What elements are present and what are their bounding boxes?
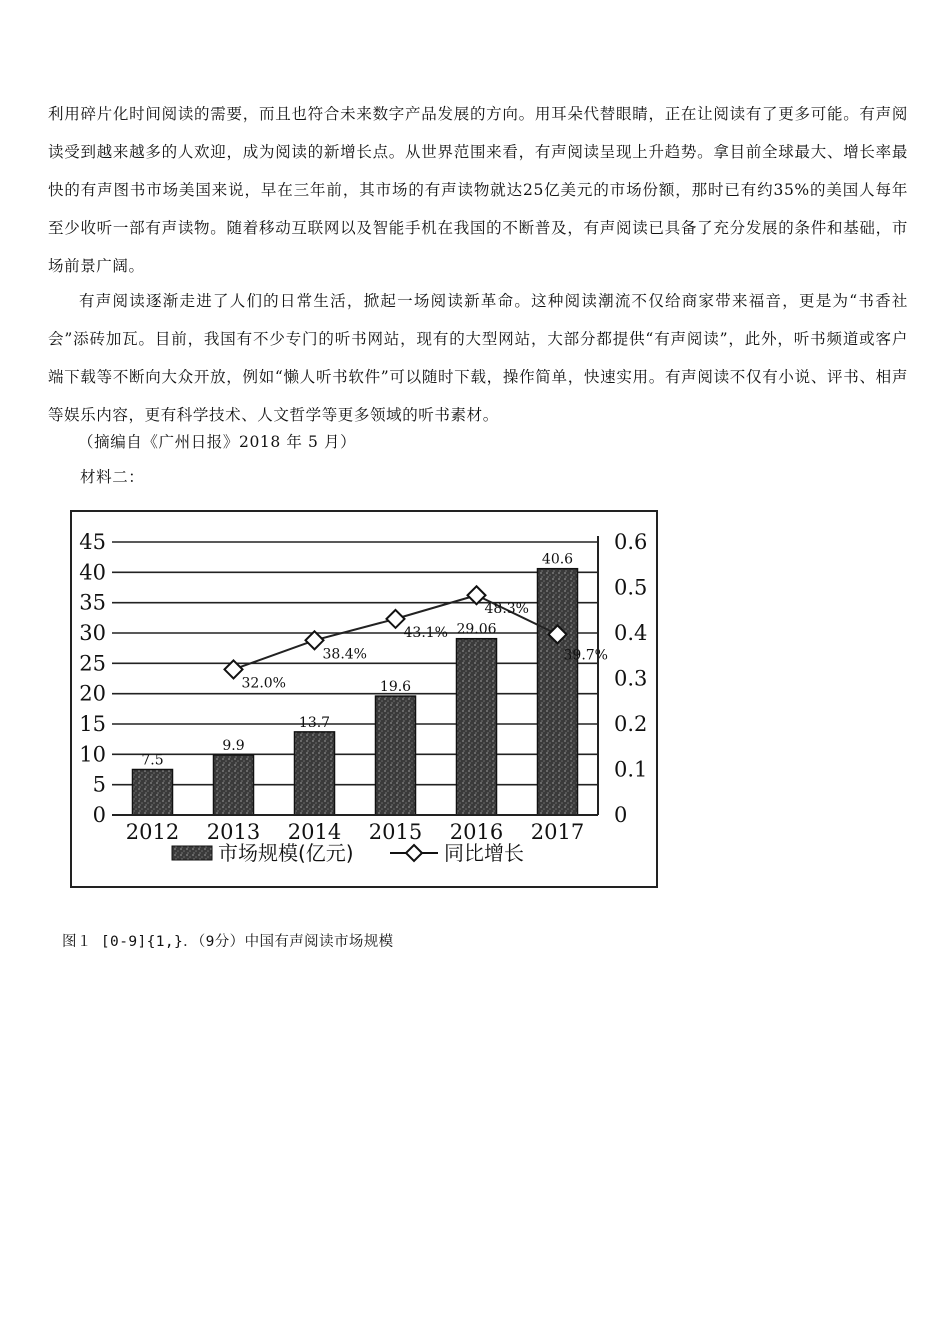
left-tick-label: 0 (92, 803, 106, 827)
growth-marker (306, 631, 324, 649)
bar-value-label: 7.5 (141, 752, 164, 769)
chart-svg (72, 512, 656, 886)
legend-bar-label: 市场规模(亿元) (218, 841, 354, 865)
figure-caption: 图１ [0-9]{1,}．（9分）中国有声阅读市场规模 (62, 934, 394, 950)
x-tick-label: 2016 (449, 820, 504, 844)
left-tick-label: 25 (79, 651, 106, 676)
left-tick-label: 15 (79, 712, 106, 736)
growth-value-label: 48.3% (484, 601, 529, 618)
right-tick-label: 0.2 (614, 712, 648, 736)
x-tick-label: 2017 (530, 820, 585, 844)
paragraph-2: 有声阅读逐渐走进了人们的日常生活，掀起一场阅读新革命。这种阅读潮流不仅给商家带来福音，更是为“书香社会”添砖加瓦。目前，我国有不少专门的听书网站，现有的大型网站，大部分都提供“有声阅读”，此外，听书频道或客户端下载等不断向大众开放，例如“懒人听书软件”可以随时下载，操作简单，快速实用。有声阅读不仅有小说、评书、相声等娱乐内容，更有科学技术、人文哲学等更多领域的听书素材。 (48, 292, 908, 424)
left-tick-label: 10 (79, 742, 106, 767)
x-tick-label: 2014 (287, 820, 342, 844)
bar (457, 639, 497, 815)
right-tick-label: 0.4 (614, 621, 648, 645)
right-tick-label: 0 (614, 803, 628, 827)
paragraph-1: 利用碎片化时间阅读的需要，而且也符合未来数字产品发展的方向。用耳朵代替眼睛，正在让阅读有了更多可能。有声阅读受到越来越多的人欢迎，成为阅读的新增长点。从世界范围来看，有声阅读呈现上升趋势。拿目前全球最大、增长率最快的有声图书市场美国来说，早在三年前，其市场的有声读物就达25亿美元的市场份额，那时已有约35%的美国人每年至少收听一部有声读物。随着移动互联网以及智能手机在我国的不断普及，有声阅读已具备了充分发展的条件和基础，市场前景广阔。 (48, 105, 908, 275)
growth-value-label: 38.4% (322, 646, 367, 663)
x-tick-label: 2015 (368, 820, 423, 844)
left-tick-label: 5 (92, 772, 106, 797)
left-tick-label: 40 (79, 560, 106, 585)
left-tick-label: 35 (79, 590, 106, 615)
x-tick-label: 2013 (206, 820, 261, 844)
left-tick-label: 20 (79, 681, 106, 706)
left-tick-label: 30 (79, 621, 106, 645)
growth-value-label: 39.7% (563, 647, 608, 664)
material-label: 材料二： (80, 468, 145, 486)
right-tick-label: 0.6 (614, 530, 648, 554)
legend-bar-swatch (172, 846, 212, 860)
bar (214, 755, 254, 815)
bar-value-label: 13.7 (298, 714, 331, 731)
x-tick-label: 2012 (125, 820, 180, 844)
right-tick-label: 0.1 (614, 757, 648, 782)
growth-value-label: 32.0% (241, 675, 286, 692)
legend-line-marker (406, 845, 422, 861)
bar (133, 770, 173, 816)
left-tick-label: 45 (79, 530, 106, 554)
chart-figure (70, 510, 658, 888)
legend-line-label: 同比增长 (444, 841, 524, 865)
bar (538, 569, 578, 815)
right-tick-label: 0.3 (614, 666, 648, 691)
growth-marker (387, 610, 405, 628)
growth-value-label: 43.1% (403, 624, 448, 641)
bar-value-label: 40.6 (541, 551, 574, 568)
bar (295, 732, 335, 815)
bar-value-label: 29.06 (456, 621, 497, 638)
growth-marker (468, 586, 486, 604)
right-tick-label: 0.5 (614, 575, 648, 600)
source-citation: （摘编自《广州日报》2018 年 5 月） (78, 433, 357, 451)
bar (376, 696, 416, 815)
bar-value-label: 19.6 (379, 679, 412, 696)
bar-value-label: 9.9 (222, 737, 245, 754)
